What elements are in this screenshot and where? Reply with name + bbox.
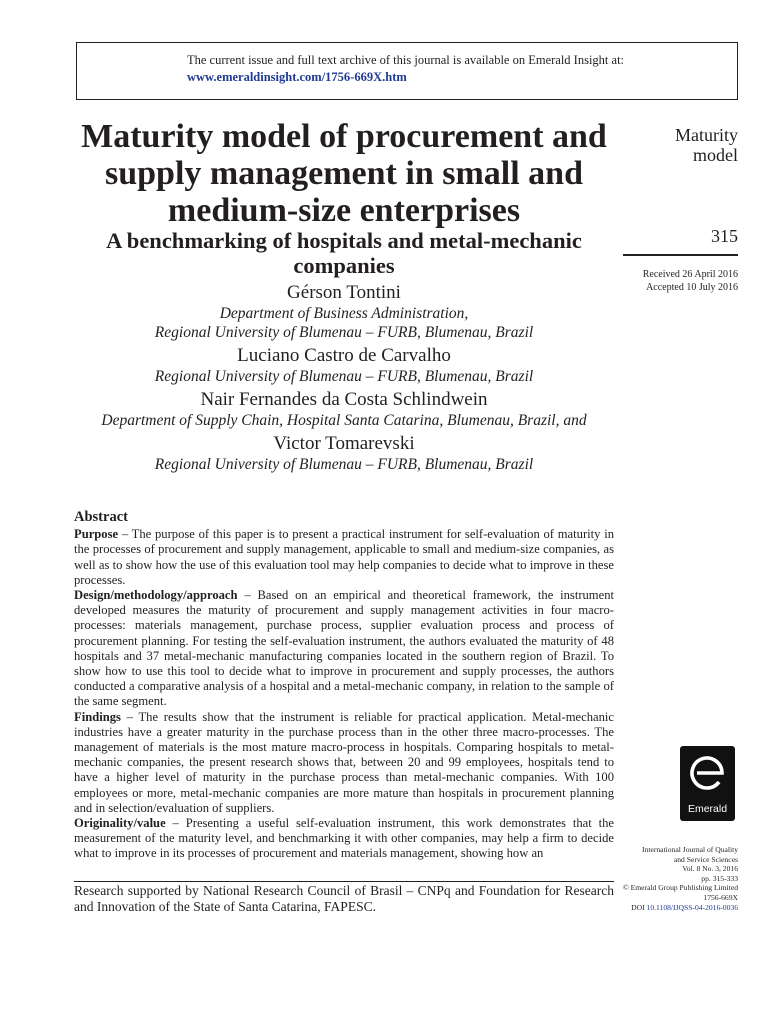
author-affiliation: Regional University of Blumenau – FURB, Blumenau, Brazil [154,324,534,341]
doi-label: DOI [631,902,645,912]
accepted-date: Accepted 10 July 2016 [646,282,738,293]
journal-volume: Vol. 8 No. 3, 2016 [682,864,738,874]
abstract-section-text: – The results show that the instrument is reliable for practical application. Metal-mechanic industries have a greater maturity in the purchase process than in the other three macro-processes. The management of materials is the most mature macro-process in hospitals. Comparing hospitals to metal-mechanic companies, the present research shows that, between 20 and 99 employees, hospitals tend to have a higher level of maturity in the purchase process than metal-mechanic companies. With 100 employees or more, metal-mechanic companies are more mature than hospitals in procurement planning and in selection/evaluation of suppliers. [74,709,614,815]
author-affiliation: Regional University of Blumenau – FURB, Blumenau, Brazil [154,456,534,473]
abstract [74,510,614,862]
running-title-line: Maturity [675,125,738,145]
abstract-heading: Abstract [74,509,128,525]
author-name: Victor Tomarevski [273,433,415,454]
author-entry [68,433,620,474]
author-affiliation: Department of Business Administration, [219,305,469,322]
journal-doi [600,903,738,913]
footnote-divider [74,881,614,882]
funding-footnote: Research supported by National Research Council of Brasil – CNPq and Foundation for Research and Innovation of the State of Santa Catarina, FAPESC. [74,883,614,914]
abstract-findings [74,710,614,816]
emerald-logo-text: Emerald [687,803,728,815]
running-title-line: model [693,145,738,165]
abstract-section-text: – The purpose of this paper is to present a practical instrument for self-evaluation of maturity in the processes of procurement and supply management, applicable to small and medium-size companies, as well as to show how the use of this evaluation tool may help companies to decide what to improve in these processes. [74,527,614,587]
journal-copyright: © Emerald Group Publishing Limited [622,883,738,893]
abstract-section-text: – Based on an empirical and theoretical framework, the instrument developed measures the maturity of procurement and supply management activities in four macro-processes: materials management, purchase process, supplier evaluation process and process of procurement planning. For testing the self-evaluation instrument, the authors evaluated the maturity of 48 hospitals and 37 metal-mechanic manufacturing companies located in the southern region of Brazil. To show how to use this tool to decide what to improve in procurement and supply processes, the authors conducted a comparative analysis of a hospital and a metal-mechanic company, in relation to the sample of the same segment. [74,588,614,709]
author-name: Nair Fernandes da Costa Schlindwein [200,389,488,410]
abstract-design [74,588,614,710]
page-number: 315 [711,226,738,246]
running-title [630,125,738,165]
archive-notice-box [76,42,738,100]
archive-url-link[interactable]: www.emeraldinsight.com/1756-669X.htm [187,70,407,84]
abstract-purpose [74,527,614,588]
abstract-originality [74,816,614,862]
author-entry [68,282,620,342]
doi-link[interactable]: 10.1108/IJQSS-04-2016-0036 [646,902,738,912]
author-name: Luciano Castro de Carvalho [237,345,451,366]
received-date: Received 26 April 2016 [642,269,738,280]
article-dates [612,268,738,294]
journal-issn: 1756-669X [703,892,738,902]
abstract-section-label: Design/methodology/approach [74,588,238,603]
abstract-section-label: Findings [74,709,121,724]
journal-info [600,845,738,912]
journal-name: and Service Sciences [673,854,738,864]
author-affiliation: Department of Supply Chain, Hospital Santa Catarina, Blumenau, Brazil, and [101,412,587,429]
emerald-e-icon [689,753,726,795]
author-affiliation: Regional University of Blumenau – FURB, Blumenau, Brazil [154,368,534,385]
abstract-section-label: Originality/value [74,816,166,831]
sidebar-divider [623,254,738,256]
archive-notice-text: The current issue and full text archive of this journal is available on Emerald Insight at: [187,53,625,67]
emerald-logo [680,746,735,821]
article-subtitle: A benchmarking of hospitals and metal-mechanic companies [106,228,582,278]
journal-pages: pp. 315-333 [701,873,738,883]
author-name: Gérson Tontini [287,282,401,303]
journal-name: International Journal of Quality [642,845,738,854]
author-entry [68,389,620,430]
author-list [68,282,620,477]
abstract-section-text: – Presenting a useful self-evaluation instrument, this work demonstrates that the measurement of the maturity level, and benchmarking it with other companies, may help a firm to decide what to improve in its processes of procurement and materials management, showing how an [74,816,614,861]
article-title: Maturity model of procurement and supply management in small and medium-size enterprises [81,118,607,229]
abstract-section-label: Purpose [74,527,119,542]
author-entry [68,345,620,386]
